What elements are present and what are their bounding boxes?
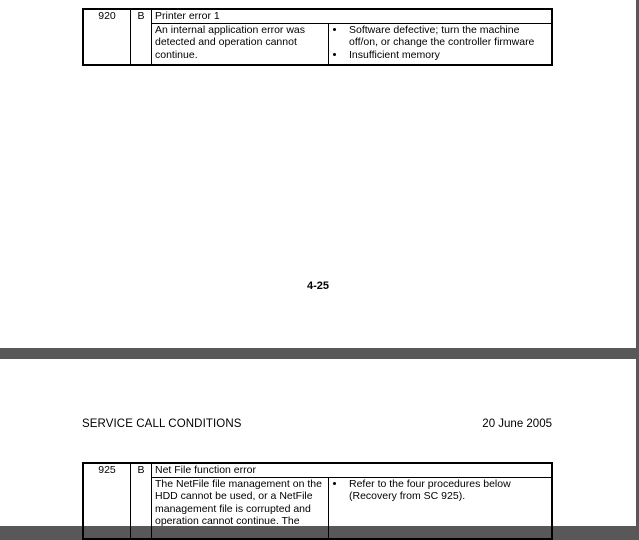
cause-item: • Refer to the four procedures below (Recovery from SC 925). <box>346 478 548 503</box>
sc-causes <box>329 23 553 65</box>
sc-causes <box>329 477 553 539</box>
sc-type: B <box>131 463 152 539</box>
sc-925-table <box>82 462 553 540</box>
running-header-title: SERVICE CALL CONDITIONS <box>82 418 242 430</box>
sc-description: The NetFile file management on the HDD cannot be used, or a NetFile management file is corrupted and operation cannot continue. The <box>152 477 329 539</box>
running-header-date: 20 June 2005 <box>482 418 552 430</box>
sc-code: 920 <box>83 9 131 65</box>
sc-title: Net File function error <box>152 463 553 477</box>
sc-920-table <box>82 8 553 66</box>
page-number: 4-25 <box>306 280 330 292</box>
cause-item: • Insufficient memory <box>346 49 548 62</box>
sc-title: Printer error 1 <box>152 9 553 23</box>
sc-description: An internal application error was detected and operation cannot continue. <box>152 23 329 65</box>
sc-code: 925 <box>83 463 131 539</box>
cause-item: • Software defective; turn the machine off/on, or change the controller firmware <box>346 24 548 49</box>
sc-type: B <box>131 9 152 65</box>
